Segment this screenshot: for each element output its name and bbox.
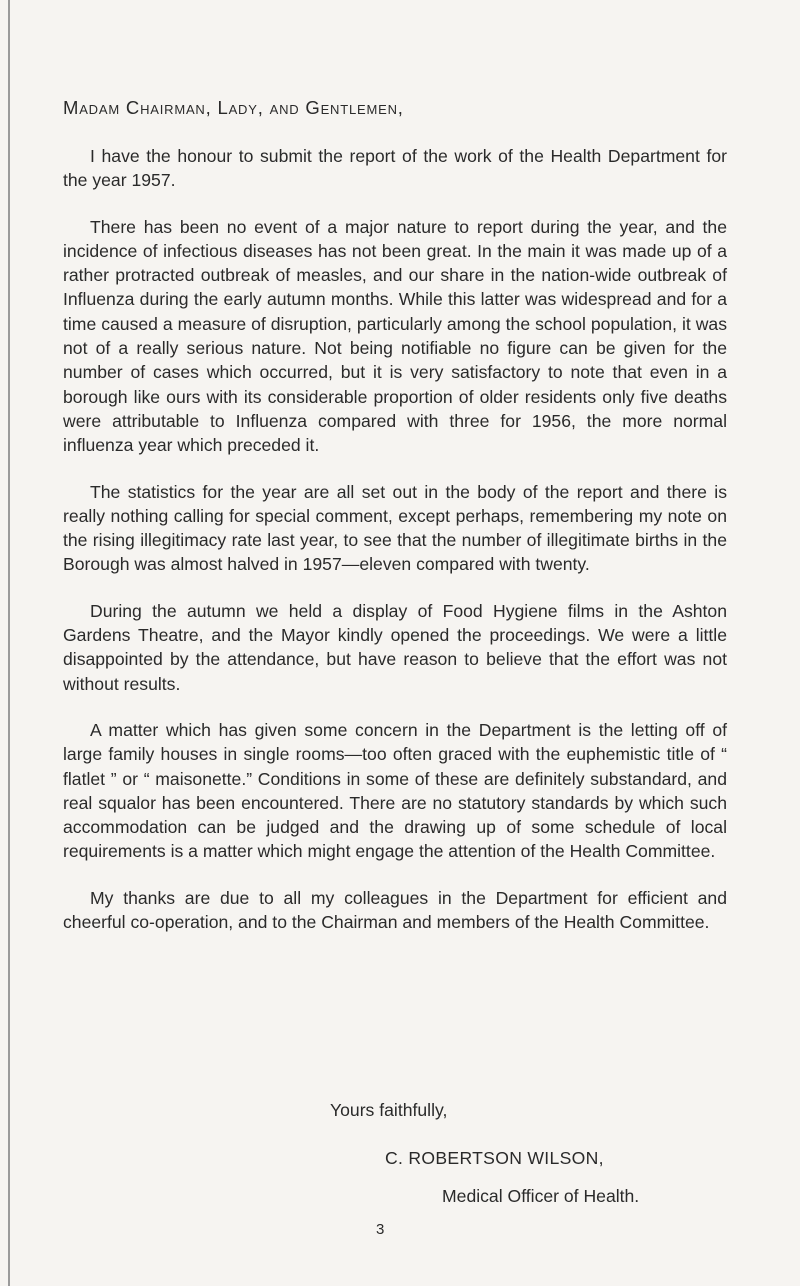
- letter-body: [63, 96, 727, 956]
- paragraph-intro: I have the honour to submit the report of the work of the Health Department for the year 1957.: [63, 146, 727, 191]
- paragraph-housing: A matter which has given some concern in the Department is the letting off of large family houses in single rooms—too often graced with the euphemistic title of “ flatlet ” or “ maisonette.” Conditions in some of these are definitely substandard, and real squalor has been encountered. There are no statutory standards by which such accommodation can be judged and the drawing up of some schedule of local requirements is a matter which might engage the attention of the Health Committee.: [63, 719, 727, 862]
- signature-name: C. ROBERTSON WILSON,: [385, 1148, 604, 1168]
- page-edge-line: [8, 0, 10, 1286]
- paragraph-statistics: The statistics for the year are all set out in the body of the report and there is really nothing calling for special comment, except perhaps, remembering my note on the rising illegitimacy rate last year, to see that the number of illegitimate births in the Borough was almost halved in 1957—eleven compared with twenty.: [63, 481, 727, 575]
- paragraph-infectious-diseases: There has been no event of a major nature to report during the year, and the incidence of infectious diseases has not been great. In the main it was made up of a rather protracted outbreak of measles, and our share in the nation-wide outbreak of Influenza during the early autumn months. While this latter was widespread and for a time caused a measure of disruption, particularly among the school population, it was not of a really serious nature. Not being notifiable no figure can be given for the number of cases which occurred, but it is very satisfactory to note that even in a borough like ours with its considerable proportion of older residents only five deaths were attributable to Influenza compared with three for 1956, the more normal influenza year which preceded it.: [63, 216, 727, 456]
- paragraph-thanks: My thanks are due to all my colleagues in the Department for efficient and cheerful co-operation, and to the Chairman and members of the Health Committee.: [63, 887, 727, 933]
- signature-title: Medical Officer of Health.: [442, 1186, 640, 1206]
- paragraph-food-hygiene: During the autumn we held a display of Food Hygiene films in the Ashton Gardens Theatre, and the Mayor kindly opened the proceedings. We were a little disappointed by the attendance, but have reason to believe that the effort was not without results.: [63, 600, 727, 694]
- page-number: 3: [376, 1221, 385, 1238]
- salutation-text: Madam Chairman, Lady, and Gentlemen,: [63, 97, 404, 118]
- salutation: [63, 96, 727, 120]
- closing-text: Yours faithfully,: [330, 1100, 448, 1120]
